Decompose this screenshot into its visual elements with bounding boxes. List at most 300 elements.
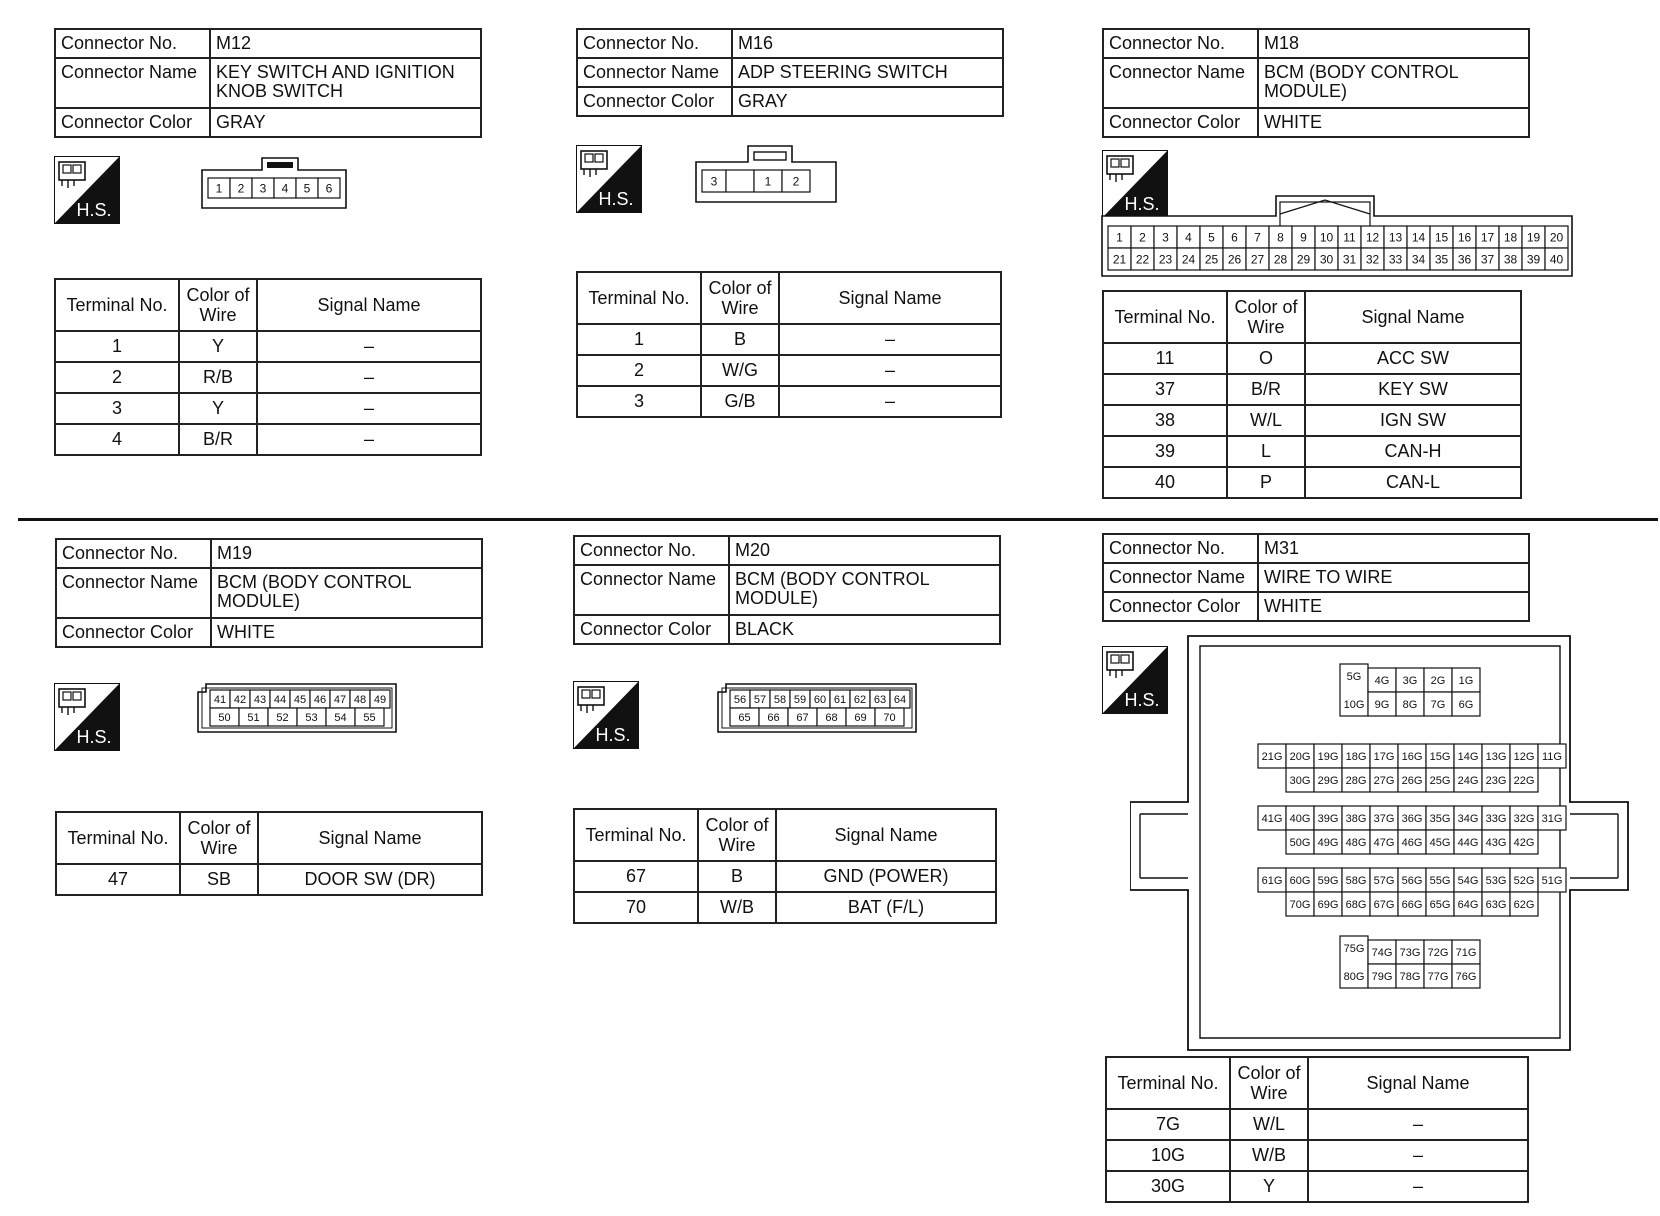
wire-color-cell: B/R [1227, 374, 1305, 405]
signal-name-cell: – [1308, 1140, 1528, 1171]
wire-color-header: Color of Wire [1227, 291, 1305, 343]
pin-label: 35 [1434, 252, 1449, 267]
terminal-no-cell: 70 [574, 892, 698, 923]
pin-label: 64 [893, 694, 907, 707]
terminal-row [1106, 1109, 1528, 1140]
pin-label: 41G [1261, 813, 1283, 826]
pin-cell [726, 170, 754, 192]
terminal-no-cell: 37 [1103, 374, 1227, 405]
wire-color-cell: O [1227, 343, 1305, 374]
pin-label: 10 [1319, 230, 1334, 245]
signal-name-cell: DOOR SW (DR) [258, 864, 482, 895]
signal-name-cell: CAN-H [1305, 436, 1521, 467]
pin-label: 5 [1208, 230, 1215, 245]
pin-label: 7G [1430, 699, 1446, 712]
pin-label: 52 [276, 712, 289, 725]
terminal-table [573, 808, 997, 924]
pin-label: 80G [1343, 971, 1365, 983]
terminal-no-cell: 4 [55, 424, 179, 455]
pin-label: 43G [1485, 837, 1507, 850]
connector-face-diagram [694, 144, 854, 204]
terminal-no-header: Terminal No. [1103, 291, 1227, 343]
pin-label: 24 [1181, 252, 1196, 267]
pin-label: 20 [1549, 230, 1564, 245]
signal-name-cell: – [779, 324, 1001, 355]
connector-name-value: BCM (BODY CONTROL MODULE) [1258, 58, 1529, 108]
pin-label: 69 [854, 712, 867, 725]
pin-label: 61G [1261, 875, 1283, 888]
connector-face-diagram [200, 156, 360, 212]
terminal-no-cell: 39 [1103, 436, 1227, 467]
terminal-no-cell: 2 [55, 362, 179, 393]
pin-label: 66 [767, 712, 780, 725]
wire-color-cell: SB [180, 864, 258, 895]
pin-label: 6 [325, 181, 333, 196]
pin-label: 37 [1480, 252, 1495, 267]
pin-label: 72G [1427, 947, 1449, 960]
hs-label: H.S. [1124, 690, 1160, 710]
terminal-no-cell: 3 [577, 386, 701, 417]
wire-color-cell: P [1227, 467, 1305, 498]
connector-face-diagram [1130, 634, 1630, 1052]
pin-label: 65 [738, 712, 751, 725]
pin-label: 70G [1289, 899, 1311, 912]
connector-no-label: Connector No. [577, 29, 732, 58]
pin-label: 48 [353, 694, 367, 707]
pin-label: 51 [247, 712, 260, 725]
wire-color-cell: G/B [701, 386, 779, 417]
pin-label: 46G [1401, 837, 1423, 850]
pin-label: 5G [1346, 671, 1362, 683]
connector-face-diagram [716, 682, 926, 734]
pin-label: 56G [1401, 875, 1423, 888]
connector-name-value: WIRE TO WIRE [1258, 563, 1529, 592]
pin-label: 60 [813, 694, 827, 707]
pin-label: 68G [1345, 899, 1367, 912]
wire-color-cell: W/B [698, 892, 776, 923]
pin-label: 48G [1345, 837, 1367, 850]
pin-label: 76G [1455, 971, 1477, 984]
terminal-table [1105, 1056, 1529, 1203]
wire-color-cell: W/L [1230, 1109, 1308, 1140]
pin-label: 2 [792, 174, 800, 189]
pin-label: 68 [825, 712, 838, 725]
pin-label: 23G [1485, 775, 1507, 788]
pin-label: 53G [1485, 875, 1507, 888]
connector-name-label: Connector Name [577, 58, 732, 87]
pin-label: 21 [1112, 252, 1127, 267]
pin-label: 66G [1401, 899, 1423, 912]
pin-label: 74G [1371, 947, 1393, 960]
connector-name-value: KEY SWITCH AND IGNITION KNOB SWITCH [210, 58, 481, 108]
connector-color-label: Connector Color [1103, 592, 1258, 621]
pin-label: 73G [1399, 947, 1421, 960]
pin-label: 34G [1457, 813, 1479, 826]
signal-name-cell: – [779, 386, 1001, 417]
wire-color-cell: Y [179, 393, 257, 424]
connector-color-value: BLACK [729, 615, 1000, 644]
pin-label: 42G [1513, 837, 1535, 850]
connector-color-label: Connector Color [55, 108, 210, 137]
signal-name-cell: GND (POWER) [776, 861, 996, 892]
signal-name-cell: – [1308, 1109, 1528, 1140]
connector-color-value: GRAY [210, 108, 481, 137]
wire-color-header: Color of Wire [701, 272, 779, 324]
pin-label: 39G [1317, 813, 1339, 826]
pin-label: 27G [1373, 775, 1395, 788]
terminal-no-cell: 10G [1106, 1140, 1230, 1171]
terminal-table [576, 271, 1002, 418]
pin-label: 45 [293, 694, 307, 707]
terminal-no-cell: 7G [1106, 1109, 1230, 1140]
connector-color-label: Connector Color [577, 87, 732, 116]
pin-label: 44G [1457, 837, 1479, 850]
signal-name-cell: BAT (F/L) [776, 892, 996, 923]
terminal-no-header: Terminal No. [577, 272, 701, 324]
signal-name-header: Signal Name [1308, 1057, 1528, 1109]
pin-label: 47 [333, 694, 347, 707]
pin-label: 8 [1277, 230, 1284, 245]
pin-label: 2G [1430, 675, 1446, 688]
pin-label: 42 [233, 694, 247, 707]
terminal-table [54, 278, 482, 456]
lock-tab [754, 152, 786, 160]
pin-label: 47G [1373, 837, 1395, 850]
terminal-no-cell: 38 [1103, 405, 1227, 436]
connector-name-value: BCM (BODY CONTROL MODULE) [211, 568, 482, 618]
pin-label: 2 [237, 181, 245, 196]
terminal-no-cell: 1 [577, 324, 701, 355]
pin-label: 12 [1365, 230, 1380, 245]
pin-label: 49G [1317, 837, 1339, 850]
terminal-row [55, 362, 481, 393]
terminal-row [1106, 1140, 1528, 1171]
wire-color-header: Color of Wire [698, 809, 776, 861]
pin-label: 16 [1457, 230, 1472, 245]
terminal-no-header: Terminal No. [574, 809, 698, 861]
signal-name-cell: – [779, 355, 1001, 386]
pin-label: 14G [1457, 751, 1479, 764]
pin-label: 30 [1319, 252, 1334, 267]
pin-label: 29G [1317, 775, 1339, 788]
pin-label: 14 [1411, 230, 1426, 245]
terminal-row [55, 331, 481, 362]
pin-label: 54 [334, 712, 347, 725]
signal-name-header: Signal Name [258, 812, 482, 864]
wire-color-cell: W/L [1227, 405, 1305, 436]
pin-label: 12G [1513, 751, 1535, 764]
pin-label: 45G [1429, 837, 1451, 850]
terminal-row [1103, 405, 1521, 436]
pin-label: 3 [259, 181, 267, 196]
signal-name-cell: – [257, 331, 481, 362]
pin-label: 50G [1289, 837, 1311, 850]
terminal-no-cell: 30G [1106, 1171, 1230, 1202]
terminal-row [1103, 343, 1521, 374]
pin-label: 62G [1513, 899, 1535, 912]
pin-label: 46 [313, 694, 327, 707]
connector-color-label: Connector Color [56, 618, 211, 647]
connector-info-table [55, 538, 483, 648]
pin-label: 38 [1503, 252, 1518, 267]
pin-label: 69G [1317, 899, 1339, 912]
connector-no-value: M12 [210, 29, 481, 58]
pin-label: 37G [1373, 813, 1395, 826]
signal-name-cell: – [257, 393, 481, 424]
pin-label: 55G [1429, 875, 1451, 888]
connector-no-label: Connector No. [1103, 534, 1258, 563]
pin-label: 26 [1227, 252, 1242, 267]
pin-label: 36 [1457, 252, 1472, 267]
pin-label: 29 [1296, 252, 1311, 267]
connector-no-label: Connector No. [56, 539, 211, 568]
pin-label: 55 [363, 712, 376, 725]
pin-label: 9G [1374, 699, 1390, 712]
pin-label: 64G [1457, 899, 1479, 912]
pin-label: 18G [1345, 751, 1367, 764]
pin-label: 1 [1116, 230, 1123, 245]
connector-no-value: M20 [729, 536, 1000, 565]
connector-no-value: M31 [1258, 534, 1529, 563]
pin-label: 32 [1365, 252, 1380, 267]
pin-label: 79G [1371, 971, 1393, 984]
terminal-row [577, 355, 1001, 386]
pin-label: 9 [1300, 230, 1307, 245]
terminal-no-cell: 3 [55, 393, 179, 424]
pin-label: 3 [1162, 230, 1169, 245]
pin-label: 41 [213, 694, 227, 707]
pin-label: 39 [1526, 252, 1541, 267]
connector-color-label: Connector Color [1103, 108, 1258, 137]
pin-label: 61 [833, 694, 847, 707]
wire-color-header: Color of Wire [1230, 1057, 1308, 1109]
wire-color-cell: R/B [179, 362, 257, 393]
pin-label: 67G [1373, 899, 1395, 912]
hs-label: H.S. [595, 725, 631, 745]
pin-label: 78G [1399, 971, 1421, 984]
connector-info-table [573, 535, 1001, 645]
pin-label: 7 [1254, 230, 1261, 245]
terminal-row [1103, 467, 1521, 498]
terminal-row [577, 386, 1001, 417]
connector-info-table [54, 28, 482, 138]
terminal-no-cell: 67 [574, 861, 698, 892]
pin-label: 13G [1485, 751, 1507, 764]
connector-name-value: BCM (BODY CONTROL MODULE) [729, 565, 1000, 615]
pin-label: 5 [303, 181, 311, 196]
pin-label: 8G [1402, 699, 1418, 712]
pin-label: 34 [1411, 252, 1426, 267]
pin-label: 63G [1485, 899, 1507, 912]
wire-color-cell: B/R [179, 424, 257, 455]
pin-label: 10G [1343, 699, 1365, 711]
pin-label: 1 [764, 174, 772, 189]
harness-side-icon [54, 156, 120, 224]
pin-label: 19 [1526, 230, 1541, 245]
connector-name-value: ADP STEERING SWITCH [732, 58, 1003, 87]
signal-name-cell: IGN SW [1305, 405, 1521, 436]
terminal-no-cell: 2 [577, 355, 701, 386]
pin-label: 21G [1261, 751, 1283, 764]
pin-label: 3G [1402, 675, 1418, 688]
harness-side-icon [576, 145, 642, 213]
terminal-row [1106, 1171, 1528, 1202]
pin-label: 62 [853, 694, 867, 707]
lock-tab [267, 162, 293, 168]
pin-label: 1 [215, 181, 223, 196]
harness-side-icon [573, 681, 639, 749]
terminal-row [55, 424, 481, 455]
hs-label: H.S. [76, 200, 112, 220]
connector-color-label: Connector Color [574, 615, 729, 644]
pin-label: 58G [1345, 875, 1367, 888]
connector-color-value: WHITE [1258, 108, 1529, 137]
pin-label: 33 [1388, 252, 1403, 267]
terminal-no-header: Terminal No. [55, 279, 179, 331]
connector-color-value: GRAY [732, 87, 1003, 116]
connector-info-table [1102, 28, 1530, 138]
pin-label: 32G [1513, 813, 1535, 826]
pin-label: 22G [1513, 775, 1535, 788]
connector-name-label: Connector Name [56, 568, 211, 618]
pin-label: 54G [1457, 875, 1479, 888]
harness-side-icon [54, 683, 120, 751]
pin-label: 2 [1139, 230, 1146, 245]
pin-label: 28 [1273, 252, 1288, 267]
pin-label: 19G [1317, 751, 1339, 764]
terminal-no-cell: 47 [56, 864, 180, 895]
terminal-row [577, 324, 1001, 355]
wire-color-cell: B [701, 324, 779, 355]
pin-label: 4 [1185, 230, 1192, 245]
pin-label: 6G [1458, 699, 1474, 712]
pin-label: 28G [1345, 775, 1367, 788]
pin-label: 70 [883, 712, 896, 725]
pin-label: 59 [793, 694, 807, 707]
pin-label: 40G [1289, 813, 1311, 826]
pin-label: 51G [1541, 875, 1563, 888]
pin-label: 50 [218, 712, 231, 725]
connector-name-label: Connector Name [1103, 58, 1258, 108]
pin-label: 27 [1250, 252, 1265, 267]
terminal-row [1103, 374, 1521, 405]
connector-no-value: M18 [1258, 29, 1529, 58]
connector-info-table [1102, 533, 1530, 622]
pin-label: 63 [873, 694, 887, 707]
pin-label: 71G [1455, 947, 1477, 960]
terminal-row [574, 861, 996, 892]
pin-label: 17 [1480, 230, 1495, 245]
connector-no-value: M16 [732, 29, 1003, 58]
signal-name-header: Signal Name [779, 272, 1001, 324]
pin-label: 26G [1401, 775, 1423, 788]
pin-label: 77G [1427, 971, 1449, 984]
pin-label: 22 [1135, 252, 1150, 267]
pin-label: 40 [1549, 252, 1564, 267]
pin-label: 20G [1289, 751, 1311, 764]
terminal-no-cell: 11 [1103, 343, 1227, 374]
terminal-row [574, 892, 996, 923]
terminal-row [55, 393, 481, 424]
pin-label: 33G [1485, 813, 1507, 826]
pin-label: 1G [1458, 675, 1474, 688]
terminal-no-cell: 1 [55, 331, 179, 362]
section-divider [18, 518, 1658, 521]
connector-no-label: Connector No. [1103, 29, 1258, 58]
pin-label: 44 [273, 694, 287, 707]
pin-label: 31G [1541, 813, 1563, 826]
pin-label: 35G [1429, 813, 1451, 826]
pin-label: 31 [1342, 252, 1357, 267]
terminal-no-header: Terminal No. [1106, 1057, 1230, 1109]
pin-label: 15 [1434, 230, 1449, 245]
signal-name-cell: ACC SW [1305, 343, 1521, 374]
pin-label: 24G [1457, 775, 1479, 788]
terminal-row [56, 864, 482, 895]
terminal-table [55, 811, 483, 896]
pin-label: 67 [796, 712, 809, 725]
pin-label: 43 [253, 694, 267, 707]
connector-name-label: Connector Name [1103, 563, 1258, 592]
pin-label: 65G [1429, 899, 1451, 912]
wire-color-cell: W/B [1230, 1140, 1308, 1171]
signal-name-cell: – [1308, 1171, 1528, 1202]
pin-label: 3 [710, 174, 718, 189]
wire-color-cell: B [698, 861, 776, 892]
pin-label: 15G [1429, 751, 1451, 764]
signal-name-cell: KEY SW [1305, 374, 1521, 405]
pin-label: 57G [1373, 875, 1395, 888]
pin-label: 13 [1388, 230, 1403, 245]
connector-color-value: WHITE [211, 618, 482, 647]
pin-label: 16G [1401, 751, 1423, 764]
connector-face-diagram [1100, 194, 1580, 286]
terminal-no-cell: 40 [1103, 467, 1227, 498]
connector-info-table [576, 28, 1004, 117]
terminal-no-header: Terminal No. [56, 812, 180, 864]
pin-label: 4 [281, 181, 289, 196]
pin-label: 25 [1204, 252, 1219, 267]
pin-label: 52G [1513, 875, 1535, 888]
signal-name-cell: CAN-L [1305, 467, 1521, 498]
pin-label: 38G [1345, 813, 1367, 826]
pin-label: 17G [1373, 751, 1395, 764]
pin-label: 30G [1289, 775, 1311, 788]
wire-color-cell: Y [1230, 1171, 1308, 1202]
pin-label: 59G [1317, 875, 1339, 888]
pin-label: 53 [305, 712, 318, 725]
wire-color-header: Color of Wire [180, 812, 258, 864]
pin-label: 36G [1401, 813, 1423, 826]
hs-label: H.S. [76, 727, 112, 747]
pin-label: 56 [733, 694, 747, 707]
hs-label: H.S. [598, 189, 634, 209]
wire-color-cell: W/G [701, 355, 779, 386]
pin-label: 60G [1289, 875, 1311, 888]
pin-label: 49 [373, 694, 387, 707]
connector-no-label: Connector No. [574, 536, 729, 565]
connector-name-label: Connector Name [574, 565, 729, 615]
wire-color-cell: L [1227, 436, 1305, 467]
pin-label: 18 [1503, 230, 1518, 245]
terminal-table [1102, 290, 1522, 499]
terminal-row [1103, 436, 1521, 467]
signal-name-header: Signal Name [776, 809, 996, 861]
connector-color-value: WHITE [1258, 592, 1529, 621]
pin-label: 25G [1429, 775, 1451, 788]
connector-no-value: M19 [211, 539, 482, 568]
signal-name-cell: – [257, 362, 481, 393]
